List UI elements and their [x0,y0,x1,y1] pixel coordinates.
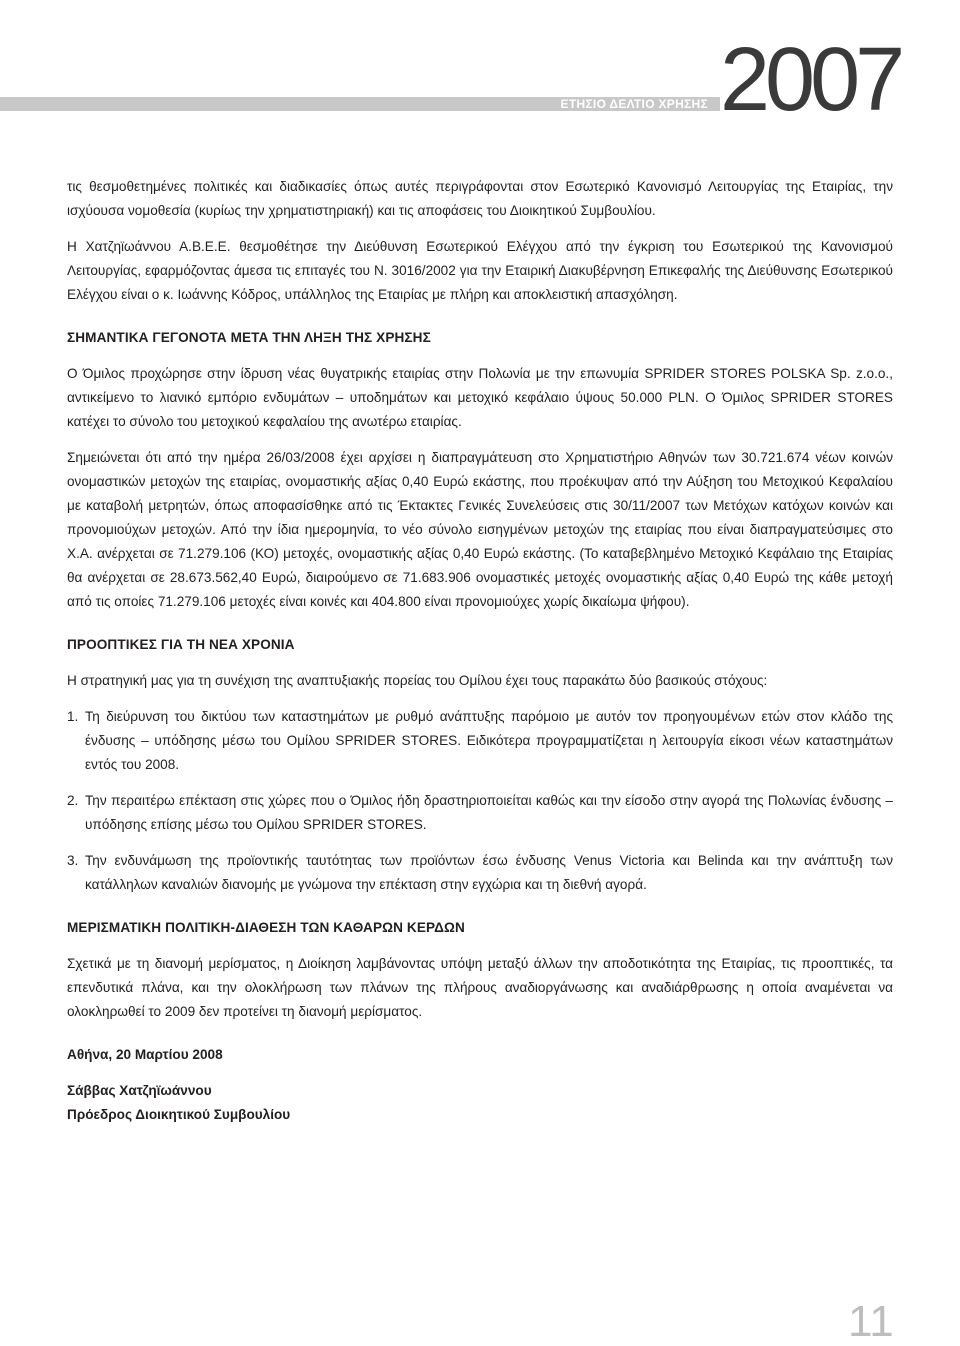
intro-paragraph-2: Η Χατζηϊωάννου Α.Β.Ε.Ε. θεσμοθέτησε την Διεύθυνση Εσωτερικού Ελέγχου από την έγκριση του Εσωτερικού της Κανονισμού Λειτουργίας, εφαρμόζοντας άμεσα τις επιταγές του Ν. 3016/2002 για την Εταιρική Διακυβέρνηση Επικεφαλής της Διεύθυνσης Εσωτερικού Ελέγχου είναι ο κ. Ιωάννης Κόδρος, υπάλληλος της Εταιρίας με πλήρη και αποκλειστική απασχόληση. [67,239,893,302]
intro-paragraph-1: τις θεσμοθετημένες πολιτικές και διαδικασίες όπως αυτές περιγράφονται στον Εσωτερικό Κανονισμό Λειτουργίας της Εταιρίας, την ισχύουσα νομοθεσία (κυρίως την χρηματιστηριακή) και τις αποφάσεις του Διοικητικού Συμβουλίου. [67,179,893,218]
events-paragraph-2: Σημειώνεται ότι από την ημέρα 26/03/2008 έχει αρχίσει η διαπραγμάτευση στο Χρηματιστήριο Αθηνών των 30.721.674 νέων κοινών ονομαστικών μετοχών της εταιρίας, ονομαστικής αξίας 0,40 Ευρώ εκάστης, που προέκυψαν από την Αύξηση του Μετοχικού Κεφαλαίου με καταβολή μετρητών, όπως αποφασίσθηκε από τις Έκτακτες Γενικές Συνελεύσεις στις 30/11/2007 των Μετόχων κατόχων κοινών και προνομιούχων μετοχών. Από την ίδια ημερομηνία, το νέο σύνολο εισηγμένων μετοχών της εταιρίας που είναι διαπραγματεύσιμες στο Χ.Α. ανέρχεται σε 71.279.106 (ΚΟ) μετοχές, ονομαστικής αξίας 0,40 Ευρώ εκάστης. (Το καταβεβλημένο Μετοχικό Κεφάλαιο της Εταιρίας θα ανέρχεται σε 28.673.562,40 Ευρώ, διαιρούμενο σε 71.683.906 ονομαστικές μετοχές ονομαστικής αξίας 0,40 Ευρώ της κάθε μετοχή από τις οποίες 71.279.106 μετοχές είναι κοινές και 404.800 είναι προνομιούχες χωρίς δικαίωμα ψήφου). [67,450,893,609]
events-paragraph-1: Ο Όμιλος προχώρησε στην ίδρυση νέας θυγατρικής εταιρίας στην Πολωνία με την επωνυμία SPRIDER STORES POLSKA Sp. z.o.o., αντικείμενο το λιανικό εμπόριο ενδυμάτων – υποδημάτων και μετοχικό κεφάλαιο ύψους 50.000 PLN. Ο Όμιλος SPRIDER STORES κατέχει το σύνολο του μετοχικού κεφαλαίου της ανωτέρω εταιρίας. [67,366,893,429]
outlook-heading: ΠΡΟΟΠΤΙΚΕΣ ΓΙΑ ΤΗ ΝΕΑ ΧΡΟΝΙΑ [67,637,295,652]
events-heading: ΣΗΜΑΝΤΙΚΑ ΓΕΓΟΝΟΤΑ ΜΕΤΑ ΤΗΝ ΛΗΞΗ ΤΗΣ ΧΡΗΣΗΣ [67,330,431,345]
document-body [67,175,893,1127]
signatory-title: Πρόεδρος Διοικητικού Συμβουλίου [67,1107,291,1122]
list-item [67,705,893,777]
list-item-text: Την ενδυνάμωση της προϊοντικής ταυτότητας των προϊόντων έσω ένδυσης Venus Victoria και Belinda και την ανάπτυξη των κατάλληλων καναλιών διανομής με γνώμονα την επέκταση στην εγχώρια και τη διεθνή αγορά. [85,853,893,892]
header-label: ΕΤΗΣΙΟ ΔΕΛΤΙΟ ΧΡΗΣΗΣ [560,97,708,111]
list-item-text: Την περαιτέρω επέκταση στις χώρες που ο Όμιλος ήδη δραστηριοποιείται καθώς και την είσοδο στην αγορά της Πολωνίας ένδυσης – υπόδησης επίσης μέσω του Ομίλου SPRIDER STORES. [85,793,893,832]
list-item-number: 2. [67,793,79,808]
list-item-number: 3. [67,853,79,868]
list-item [67,789,893,837]
outlook-intro: Η στρατηγική μας για τη συνέχιση της αναπτυξιακής πορείας του Ομίλου έχει τους παρακάτω δύο βασικούς στόχους: [67,673,768,688]
header-year: 2007 [720,30,901,130]
closing-place-date: Αθήνα, 20 Μαρτίου 2008 [67,1047,223,1062]
dividend-heading: ΜΕΡΙΣΜΑΤΙΚΗ ΠΟΛΙΤΙΚΗ-ΔΙΑΘΕΣΗ ΤΩΝ ΚΑΘΑΡΩΝ ΚΕΡΔΩΝ [67,920,465,935]
page-number: 11 [848,1297,894,1346]
signatory-name: Σάββας Χατζηϊωάννου [67,1083,212,1098]
list-item [67,849,893,897]
dividend-paragraph: Σχετικά με τη διανομή μερίσματος, η Διοίκηση λαμβάνοντας υπόψη μεταξύ άλλων την αποδοτικότητα της Εταιρίας, τις προοπτικές, τα επενδυτικά πλάνα, και την ολοκλήρωση των πλάνων της πλήρους αναδιοργάνωσης και αναδιάρθρωσης η οποία αναμένεται να ολοκληρωθεί το 2009 δεν προτείνει τη διανομή μερίσματος. [67,956,893,1019]
list-item-number: 1. [67,709,79,724]
outlook-list [67,705,893,897]
list-item-text: Τη διεύρυνση του δικτύου των καταστημάτων με ρυθμό ανάπτυξης παρόμοιο με αυτόν τον προηγουμένων ετών στον κλάδο της ένδυσης – υπόδησης μέσω του Ομίλου SPRIDER STORES. Ειδικότερα προγραμματίζεται η λειτουργία είκοσι νέων καταστημάτων εντός του 2008. [85,709,893,772]
